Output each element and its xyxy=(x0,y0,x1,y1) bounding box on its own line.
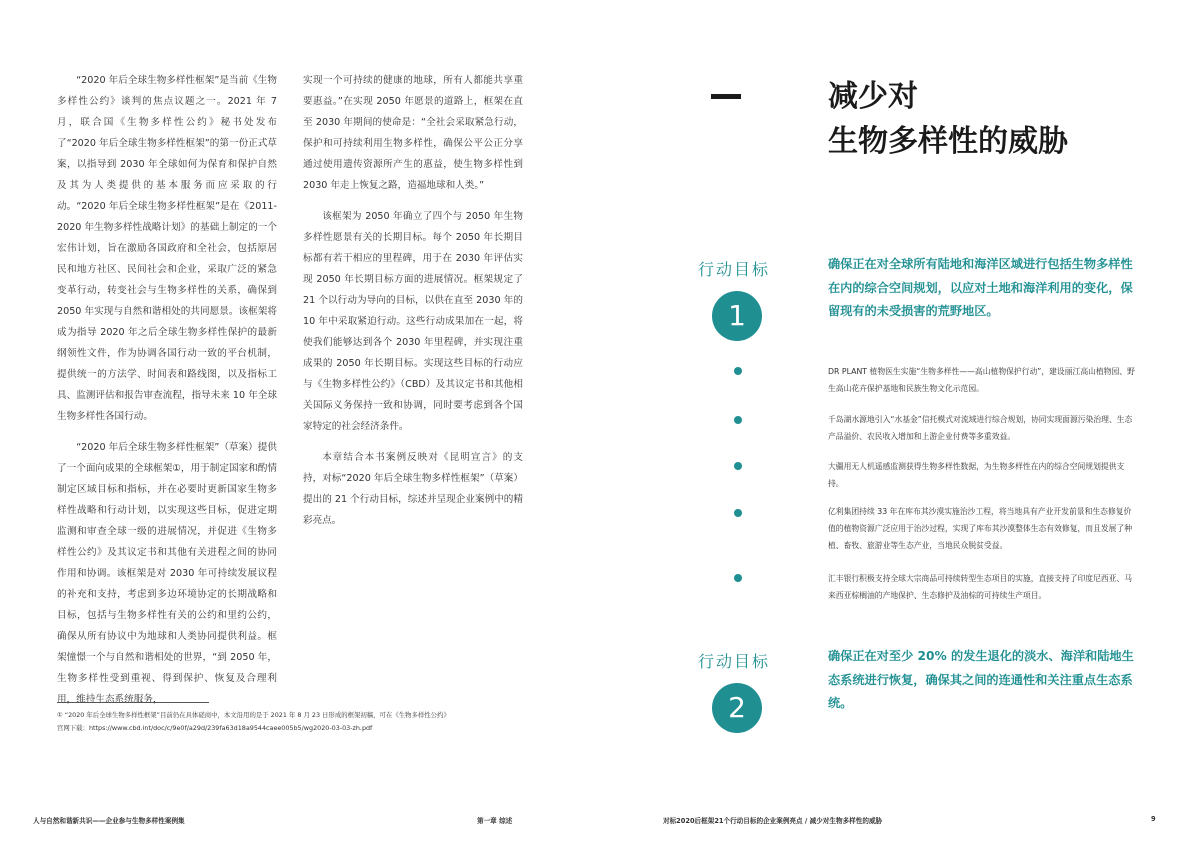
chapter-title-line: 减少对 xyxy=(828,79,918,114)
goal-number-badge: 2 xyxy=(712,683,762,733)
footer-section: 对标2020后框架21个行动目标的企业案例亮点 / 减少对生物多样性的威胁 xyxy=(663,817,883,825)
footnote-line: 官网下载：https://www.cbd.int/doc/c/9e0f/a29d/239fa63d18a9544caee005b5/wg2020-03-03-zh.pdf xyxy=(57,724,373,732)
bullet-dot-icon xyxy=(734,574,742,582)
page-number: 9 xyxy=(1151,815,1156,823)
chapter-title-line: 生物多样性的威胁 xyxy=(828,124,1068,159)
body-paragraph: “2020 年后全球生物多样性框架”（草案）提供了一个面向成果的全球框架①，用于制定国家和酌情制定区域目标和指标，并在必要时更新国家生物多样性战略和行动计划，以实现这些目标，促进定期监测和审查全球一级的进展情况，并促进《生物多样性公约》及其议定书和其他有关进程之间的协同作用和协调。该框架是对 2030 年可持续发展议程的补充和支持，考虑到多边环境协定的长期战略和目标，包括与生物多样性有关的公约和里约公约，确保从所有协议中为地球和人类协同提供利益。框架憧憬一个与自然和谐相处的世界，“到 2050 年，生物多样性受到重视、得到保护、恢复及合理利用，维持生态系统服务， xyxy=(57,442,277,705)
bullet-dot-icon xyxy=(734,509,742,517)
body-paragraph: 该框架为 2050 年确立了四个与 2050 年生物多样性愿景有关的长期目标。每个 2050 年长期目标都有若干相应的里程碑，用于在 2030 年评估实现 2050 年长期目标方面的进展情况。框架规定了 21 个以行动为导向的目标，以供在直至 2030 年的 10 年中采取紧迫行动。这些行动成果加在一起，将使我们能够达到各个 2030 年里程碑，并实现注重成果的 2050 年长期目标。实现这些目标的行动应与《生物多样性公约》（CBD）及其议定书和其他相关国际义务保持一致和协调，同时要考虑到各个国家特定的社会经济条件。 xyxy=(303,211,523,432)
case-item: DR PLANT 植物医生实施“生物多样性——高山植物保护行动”，建设丽江高山植物园、野生高山花卉保护基地和民族生物文化示范园。 xyxy=(828,367,1135,393)
bullet-dot-icon xyxy=(734,462,742,470)
goal-statement: 确保正在对至少 20% 的发生退化的淡水、海洋和陆地生态系统进行恢复，确保其之间的连通性和关注重点生态系统。 xyxy=(828,649,1134,710)
body-column-middle xyxy=(303,70,523,541)
goal-statement: 确保正在对全球所有陆地和海洋区域进行包括生物多样性在内的综合空间规划，以应对土地和海洋利用的变化，保留现有的未受损害的荒野地区。 xyxy=(828,257,1133,318)
case-item: 千岛湖水源地引入“水基金”信托模式对流域进行综合规划，协同实现面源污染治理、生态产品溢价、农民收入增加和上游企业付费等多重效益。 xyxy=(828,415,1133,441)
chapter-title xyxy=(828,74,1068,164)
body-column-left xyxy=(57,70,277,720)
case-item: 亿利集团持续 33 年在库布其沙漠实施治沙工程，将当地具有产业开发前景和生态修复价值的植物资源广泛应用于治沙过程，实现了库布其沙漠整体生态有效修复，而且发展了种植、畜牧、旅游业等生态产业，当地民众脱贫受益。 xyxy=(828,507,1133,550)
body-paragraph: 实现一个可持续的健康的地球，所有人都能共享重要惠益。”在实现 2050 年愿景的道路上，框架在直至 2030 年期间的使命是：“全社会采取紧急行动，保护和可持续利用生物多样性，确保公平公正分享通过使用遗传资源所产生的惠益，使生物多样性到 2030 年走上恢复之路，造福地球和人类。” xyxy=(303,75,523,191)
bullet-dot-icon xyxy=(734,416,742,424)
bullet-dot-icon xyxy=(734,367,742,375)
case-item: 汇丰银行积极支持全球大宗商品可持续转型生态项目的实施，直接支持了印度尼西亚、马来西亚棕榈油的产地保护、生态修护及油棕的可持续生产项目。 xyxy=(828,574,1133,600)
footnote-divider xyxy=(57,702,209,703)
goal-label: 行动目标 xyxy=(698,260,771,279)
goal-label: 行动目标 xyxy=(698,652,771,671)
chapter-number-mark xyxy=(711,94,741,99)
case-item: 大疆用无人机遥感监测获得生物多样性数据，为生物多样性在内的综合空间规划提供支持。 xyxy=(828,462,1125,488)
footnote xyxy=(57,709,507,735)
body-paragraph: “2020 年后全球生物多样性框架”是当前《生物多样性公约》谈判的焦点议题之一。2021 年 7 月，联合国《生物多样性公约》秘书处发布了“2020 年后全球生物多样性框架”的第一份正式草案，以指导到 2030 年全球如何为保育和保护自然及其为人类提供的基本服务而应采取的行动。“2020 年后全球生物多样性框架”是在《2011-2020 年生物多样性战略计划》的基础上制定的一个宏伟计划，旨在激励各国政府和全社会，包括原居民和地方社区、民间社会和企业，采取广泛的紧急变革行动，转变社会与生物多样性的关系，确保到 2050 年实现与自然和谐相处的共同愿景。该框架将成为指导 2020 年之后全球生物多样性保护的最新纲领性文件，作为协调各国行动一致的平台机制，提供统一的方法学、时间表和路线图，以及指标工具、监测评估和报告审查流程，指导未来 10 年全球生物多样性各国行动。 xyxy=(57,75,277,422)
body-paragraph: 本章结合本书案例反映对《昆明宣言》的支持，对标“2020 年后全球生物多样性框架”（草案）提出的 21 个行动目标，综述并呈现企业案例中的精彩亮点。 xyxy=(303,452,523,526)
footnote-line: ① “2020 年后全球生物多样性框架”目前仍在具体磋商中，本文沿用的是于 2021 年 8 月 23 日形成的框架初稿，可在《生物多样性公约》 xyxy=(57,711,450,719)
footer-book-title: 人与自然和谐新共识——企业参与生物多样性案例集 xyxy=(33,817,185,825)
footer-chapter: 第一章 综述 xyxy=(477,817,513,825)
goal-number-badge: 1 xyxy=(712,291,762,341)
